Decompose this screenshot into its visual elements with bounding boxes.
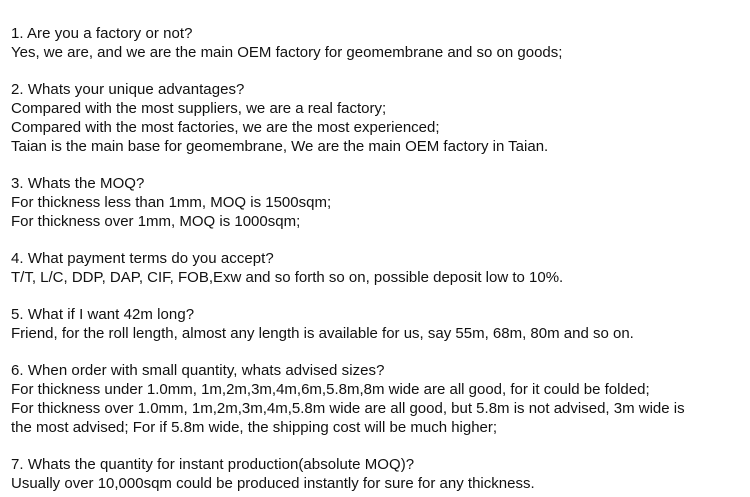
faq-question: 2. Whats your unique advantages?: [11, 81, 245, 98]
faq-answer-line: T/T, L/C, DDP, DAP, CIF, FOB,Exw and so forth so on, possible deposit low to 10%.: [11, 269, 564, 286]
faq-question: 3. Whats the MOQ?: [11, 175, 145, 192]
faq-answer-line: Compared with the most suppliers, we are a real factory;: [11, 100, 387, 117]
faq-question: 7. Whats the quantity for instant production(absolute MOQ)?: [11, 456, 415, 473]
faq-answer-line: Compared with the most factories, we are the most experienced;: [11, 119, 440, 136]
faq-question: 4. What payment terms do you accept?: [11, 250, 274, 267]
faq-answer-line: Friend, for the roll length, almost any length is available for us, say 55m, 68m, 80m and so on.: [11, 325, 634, 342]
faq-answer-line: For thickness over 1.0mm, 1m,2m,3m,4m,5.8m wide are all good, but 5.8m is not advised, 3m wide is: [11, 400, 685, 417]
faq-item-length: [11, 305, 740, 343]
faq-item-instant-production: [11, 455, 740, 493]
faq-answer-line: For thickness under 1.0mm, 1m,2m,3m,4m,6m,5.8m,8m wide are all good, for it could be folded;: [11, 381, 650, 398]
faq-item-factory: [11, 24, 740, 62]
faq-answer-line: For thickness over 1mm, MOQ is 1000sqm;: [11, 213, 301, 230]
faq-answer-line: Yes, we are, and we are the main OEM factory for geomembrane and so on goods;: [11, 44, 563, 61]
faq-item-advantages: [11, 80, 740, 156]
faq-item-sizes: [11, 361, 740, 437]
faq-answer-line: Taian is the main base for geomembrane, We are the main OEM factory in Taian.: [11, 138, 549, 155]
faq-item-payment: [11, 249, 740, 287]
faq-answer-line: Usually over 10,000sqm could be produced instantly for sure for any thickness.: [11, 475, 535, 492]
faq-answer-line: For thickness less than 1mm, MOQ is 1500sqm;: [11, 194, 332, 211]
faq-question: 6. When order with small quantity, whats advised sizes?: [11, 362, 385, 379]
faq-question: 5. What if I want 42m long?: [11, 306, 195, 323]
faq-item-moq: [11, 174, 740, 231]
faq-question: 1. Are you a factory or not?: [11, 25, 193, 42]
faq-answer-line: the most advised; For if 5.8m wide, the shipping cost will be much higher;: [11, 419, 498, 436]
